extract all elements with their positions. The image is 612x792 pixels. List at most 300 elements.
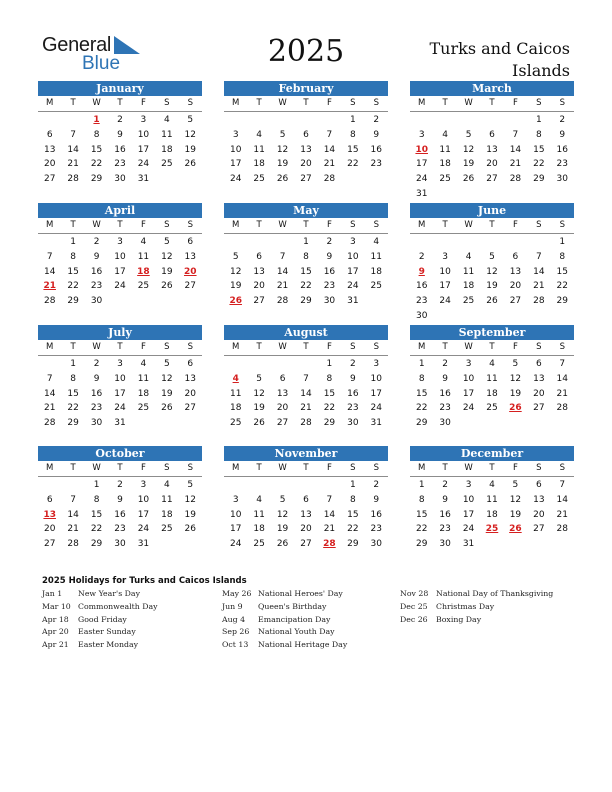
day-cell-empty	[224, 235, 247, 250]
day-cell: 24	[137, 159, 150, 170]
day-cell: 12	[276, 144, 289, 155]
holiday-day-cell: 18	[137, 266, 150, 277]
day-cell: 13	[509, 266, 522, 277]
day-cell: 15	[347, 509, 359, 520]
day-cell: 19	[161, 388, 173, 399]
day-cell: 22	[323, 403, 336, 414]
day-cell: 16	[370, 509, 382, 520]
country-name	[370, 38, 570, 82]
day-cell: 19	[276, 159, 289, 170]
day-cell: 7	[326, 494, 333, 505]
day-cell: 14	[276, 266, 289, 277]
day-cell: 2	[442, 359, 448, 369]
day-cell: 23	[370, 524, 382, 535]
month-november	[224, 446, 388, 552]
day-cell: 2	[326, 237, 333, 247]
day-cell: 9	[93, 373, 100, 384]
day-cell: 27	[300, 174, 312, 185]
day-cell: 17	[114, 266, 126, 277]
weekday-label: M	[46, 220, 54, 230]
day-grid	[224, 113, 388, 187]
day-cell: 26	[184, 159, 196, 170]
day-cell: 29	[533, 174, 545, 185]
month-july	[38, 325, 202, 431]
day-cell-empty	[504, 235, 527, 250]
day-cell: 3	[140, 480, 147, 490]
day-cell: 3	[232, 129, 239, 140]
day-cell: 10	[347, 251, 359, 262]
day-cell: 15	[556, 266, 568, 277]
day-cell: 21	[276, 281, 289, 292]
day-cell: 20	[43, 159, 56, 170]
day-cell: 31	[137, 174, 150, 185]
day-cell: 27	[253, 296, 265, 307]
holiday-name: Christmas Day	[436, 601, 495, 611]
day-cell: 5	[279, 129, 286, 140]
day-cell: 24	[439, 296, 451, 307]
weekday-label: T	[442, 463, 448, 473]
day-cell-empty	[247, 113, 270, 128]
day-cell: 4	[489, 480, 495, 490]
day-cell: 13	[533, 494, 545, 505]
day-cell: 19	[276, 524, 289, 535]
weekday-label: S	[536, 220, 542, 230]
day-cell: 12	[509, 494, 522, 505]
day-cell: 28	[509, 174, 522, 185]
day-cell: 8	[535, 129, 542, 140]
day-cell: 17	[462, 509, 475, 520]
day-cell: 11	[253, 509, 265, 520]
day-cell: 21	[556, 388, 568, 399]
day-cell: 2	[117, 115, 123, 125]
weekday-label: M	[418, 342, 426, 352]
day-cell: 14	[323, 144, 336, 155]
day-cell: 16	[323, 266, 336, 277]
day-cell: 25	[253, 174, 265, 185]
weekday-label: W	[92, 220, 101, 230]
day-cell: 29	[67, 418, 79, 429]
day-cell: 11	[137, 373, 150, 384]
weekday-label: W	[278, 98, 287, 108]
day-cell: 9	[326, 251, 333, 262]
day-cell: 13	[184, 373, 196, 384]
weekday-label: S	[536, 98, 542, 108]
day-cell: 21	[509, 159, 522, 170]
month-header: August	[224, 325, 388, 340]
weekday-label: W	[278, 220, 287, 230]
weekday-label: T	[489, 98, 495, 108]
day-cell-empty	[480, 113, 503, 128]
day-cell: 16	[90, 388, 103, 399]
day-cell: 5	[232, 251, 239, 262]
day-cell: 30	[439, 539, 451, 550]
day-cell: 30	[90, 418, 103, 429]
day-cell: 4	[465, 251, 472, 262]
day-cell: 27	[184, 281, 196, 292]
day-cell: 9	[442, 494, 448, 505]
day-cell: 21	[533, 281, 545, 292]
day-cell: 23	[90, 403, 103, 414]
day-cell: 1	[70, 359, 76, 369]
holiday-day-cell: 13	[43, 509, 56, 520]
day-cell: 27	[184, 403, 196, 414]
day-cell: 12	[161, 373, 173, 384]
day-cell: 1	[535, 115, 542, 125]
page-title-year: 2025	[267, 34, 345, 69]
day-cell: 19	[509, 388, 522, 399]
day-cell: 2	[93, 359, 100, 369]
day-cell: 11	[462, 266, 475, 277]
day-cell: 22	[415, 403, 428, 414]
day-cell: 6	[187, 359, 194, 369]
day-cell: 12	[229, 266, 242, 277]
weekday-label: S	[350, 220, 356, 230]
weekday-label: S	[559, 342, 565, 352]
weekday-label: F	[326, 342, 332, 352]
weekday-label: M	[418, 220, 426, 230]
day-cell: 8	[93, 129, 100, 140]
day-cell-empty	[433, 113, 456, 128]
day-cell-empty	[38, 235, 61, 250]
weekday-label: W	[92, 98, 101, 108]
day-cell: 1	[349, 115, 356, 125]
holiday-name: Good Friday	[78, 614, 127, 624]
day-cell: 6	[279, 373, 286, 384]
holiday-day-cell: 9	[418, 266, 425, 277]
day-cell: 15	[67, 266, 79, 277]
day-cell: 15	[347, 144, 359, 155]
weekday-header-row	[224, 96, 388, 112]
weekday-label: W	[464, 342, 473, 352]
day-cell: 21	[67, 159, 79, 170]
weekday-header-row	[410, 218, 574, 234]
day-grid	[38, 478, 202, 552]
weekday-label: M	[46, 463, 54, 473]
day-cell: 15	[415, 388, 428, 399]
day-cell: 23	[114, 524, 126, 535]
day-cell: 16	[370, 144, 382, 155]
holiday-day-cell: 26	[229, 296, 242, 307]
day-cell: 26	[276, 174, 289, 185]
day-cell: 17	[415, 159, 428, 170]
day-cell: 11	[253, 144, 265, 155]
day-cell: 21	[300, 403, 312, 414]
day-cell: 13	[300, 144, 312, 155]
day-cell-empty	[457, 113, 480, 128]
day-cell: 2	[373, 480, 380, 490]
weekday-header-row	[410, 461, 574, 477]
weekday-label: S	[373, 220, 379, 230]
weekday-label: S	[350, 98, 356, 108]
day-cell: 12	[184, 129, 196, 140]
weekday-header-row	[38, 96, 202, 112]
weekday-label: M	[232, 220, 240, 230]
day-cell-empty	[271, 113, 294, 128]
day-cell: 21	[556, 509, 568, 520]
day-cell: 10	[229, 509, 242, 520]
day-cell: 5	[279, 494, 286, 505]
day-cell: 9	[349, 373, 356, 384]
day-cell: 9	[373, 494, 380, 505]
day-cell: 15	[323, 388, 336, 399]
day-cell: 2	[373, 115, 380, 125]
holiday-day-cell: 26	[509, 524, 522, 535]
day-cell: 7	[535, 251, 542, 262]
day-cell: 21	[323, 159, 336, 170]
day-cell: 17	[114, 388, 126, 399]
holiday-date: Apr 18	[42, 614, 69, 624]
day-cell: 14	[43, 266, 56, 277]
day-cell: 25	[253, 539, 265, 550]
weekday-header-row	[224, 218, 388, 234]
holiday-name: New Year's Day	[78, 589, 140, 598]
day-cell: 1	[418, 480, 425, 490]
weekday-header-row	[224, 340, 388, 356]
day-cell-empty	[61, 478, 84, 493]
weekday-label: F	[140, 98, 146, 108]
weekday-label: M	[418, 463, 426, 473]
day-cell: 12	[509, 373, 522, 384]
day-cell: 23	[370, 159, 382, 170]
day-cell: 29	[90, 174, 103, 185]
weekday-label: S	[536, 342, 542, 352]
day-cell: 19	[462, 159, 475, 170]
day-cell: 29	[90, 539, 103, 550]
day-cell: 27	[300, 539, 312, 550]
day-cell: 22	[347, 524, 359, 535]
day-cell: 16	[556, 144, 568, 155]
day-cell-empty	[433, 235, 456, 250]
holiday-day-cell: 1	[93, 115, 100, 125]
weekday-label: T	[442, 342, 448, 352]
day-cell: 3	[117, 359, 123, 369]
holiday-entry	[42, 640, 158, 653]
day-cell: 23	[347, 403, 359, 414]
weekday-label: S	[187, 98, 193, 108]
day-cell-empty	[294, 113, 317, 128]
day-cell: 4	[256, 129, 262, 140]
day-cell: 12	[462, 144, 475, 155]
day-cell: 18	[253, 524, 265, 535]
weekday-label: T	[117, 463, 123, 473]
day-cell: 22	[67, 281, 79, 292]
day-cell: 24	[114, 403, 126, 414]
day-cell: 23	[114, 159, 126, 170]
day-cell: 29	[323, 418, 336, 429]
weekday-label: S	[373, 342, 379, 352]
day-cell: 18	[253, 159, 265, 170]
weekday-label: T	[256, 220, 262, 230]
day-cell: 14	[323, 509, 336, 520]
day-cell: 21	[67, 524, 79, 535]
day-cell: 13	[486, 144, 498, 155]
holiday-entry	[42, 615, 158, 628]
day-cell: 3	[140, 115, 147, 125]
weekday-label: T	[70, 98, 76, 108]
weekday-label: W	[278, 342, 287, 352]
day-cell: 7	[46, 373, 53, 384]
weekday-label: F	[140, 342, 146, 352]
holiday-entry	[222, 589, 347, 602]
day-cell: 11	[161, 494, 173, 505]
day-cell: 11	[486, 373, 498, 384]
day-cell: 25	[462, 296, 475, 307]
day-cell: 28	[43, 296, 56, 307]
day-cell: 11	[439, 144, 451, 155]
month-april	[38, 203, 202, 309]
day-cell: 10	[370, 373, 382, 384]
weekday-label: F	[512, 463, 518, 473]
day-cell: 7	[559, 480, 566, 490]
weekday-label: S	[187, 220, 193, 230]
day-cell-empty	[318, 478, 341, 493]
day-cell-empty	[61, 113, 84, 128]
day-cell: 7	[70, 494, 76, 505]
day-cell: 13	[253, 266, 265, 277]
day-cell: 30	[556, 174, 568, 185]
day-cell: 22	[533, 159, 545, 170]
day-cell: 2	[559, 115, 566, 125]
day-cell: 25	[486, 403, 498, 414]
day-cell: 30	[439, 418, 451, 429]
weekday-label: F	[326, 463, 332, 473]
day-cell: 7	[512, 129, 519, 140]
day-grid	[224, 235, 388, 309]
day-cell: 14	[509, 144, 522, 155]
weekday-label: T	[117, 342, 123, 352]
weekday-label: S	[164, 463, 170, 473]
weekday-header-row	[410, 96, 574, 112]
day-cell: 8	[326, 373, 333, 384]
weekday-label: M	[232, 98, 240, 108]
country-name-line-2: Islands	[512, 61, 570, 80]
day-cell: 17	[347, 266, 359, 277]
holiday-column	[400, 589, 553, 627]
weekday-header-row	[38, 218, 202, 234]
weekday-label: T	[70, 220, 76, 230]
holiday-entry	[222, 602, 347, 615]
day-cell: 10	[114, 251, 126, 262]
day-cell: 16	[114, 509, 126, 520]
weekday-label: T	[303, 220, 309, 230]
day-cell: 29	[300, 296, 312, 307]
day-cell: 1	[93, 480, 100, 490]
day-cell: 26	[486, 296, 498, 307]
day-cell: 18	[486, 509, 498, 520]
day-cell: 1	[559, 237, 566, 247]
day-cell: 27	[43, 174, 56, 185]
day-cell-empty	[247, 235, 270, 250]
day-grid	[38, 113, 202, 187]
day-cell: 13	[43, 144, 56, 155]
day-cell: 4	[140, 237, 147, 247]
weekday-label: W	[464, 98, 473, 108]
day-cell: 15	[90, 509, 103, 520]
day-cell-empty	[410, 235, 433, 250]
day-cell: 20	[486, 159, 498, 170]
weekday-label: S	[559, 463, 565, 473]
day-cell: 24	[462, 524, 475, 535]
month-header: June	[410, 203, 574, 218]
day-cell: 24	[229, 539, 242, 550]
day-cell: 6	[512, 251, 519, 262]
weekday-label: T	[303, 463, 309, 473]
weekday-label: S	[559, 220, 565, 230]
day-cell: 5	[163, 359, 170, 369]
weekday-label: W	[92, 342, 101, 352]
day-cell: 3	[442, 251, 448, 262]
holiday-date: Apr 21	[42, 640, 69, 650]
day-cell: 10	[137, 129, 150, 140]
day-cell: 17	[462, 388, 475, 399]
day-cell: 6	[303, 494, 309, 505]
weekday-label: S	[373, 463, 379, 473]
holiday-entry	[400, 602, 553, 615]
day-cell: 28	[276, 296, 289, 307]
day-cell: 18	[137, 388, 150, 399]
day-cell: 16	[439, 388, 451, 399]
weekday-label: F	[512, 342, 518, 352]
weekday-label: T	[489, 342, 495, 352]
month-header: March	[410, 81, 574, 96]
day-cell: 15	[300, 266, 312, 277]
day-cell: 4	[256, 494, 262, 505]
day-cell: 1	[326, 359, 333, 369]
day-cell: 8	[559, 251, 566, 262]
day-cell: 9	[117, 129, 123, 140]
day-cell: 23	[323, 281, 336, 292]
day-cell: 14	[556, 494, 568, 505]
holiday-date: Sep 26	[222, 627, 250, 637]
day-cell: 8	[303, 251, 309, 262]
day-cell: 26	[161, 403, 173, 414]
day-cell: 16	[347, 388, 359, 399]
day-cell-empty	[271, 478, 294, 493]
holiday-day-cell: 20	[184, 266, 197, 277]
day-cell: 27	[43, 539, 56, 550]
weekday-header-row	[38, 340, 202, 356]
holiday-column	[222, 589, 347, 653]
weekday-label: F	[512, 220, 518, 230]
day-cell: 8	[70, 373, 76, 384]
holiday-name: National Heroes' Day	[258, 589, 343, 598]
month-february	[224, 81, 388, 187]
day-cell: 15	[533, 144, 545, 155]
day-cell: 11	[229, 388, 242, 399]
weekday-header-row	[410, 340, 574, 356]
day-cell: 24	[415, 174, 428, 185]
day-cell: 13	[300, 509, 312, 520]
month-header: September	[410, 325, 574, 340]
day-cell: 27	[486, 174, 498, 185]
day-cell: 28	[323, 174, 336, 185]
day-cell: 7	[46, 251, 53, 262]
holiday-list	[42, 576, 582, 659]
day-cell: 9	[93, 251, 100, 262]
weekday-label: S	[536, 463, 542, 473]
day-cell: 5	[489, 251, 495, 262]
month-header: April	[38, 203, 202, 218]
month-january	[38, 81, 202, 187]
weekday-label: S	[164, 342, 170, 352]
day-cell: 19	[253, 403, 265, 414]
day-cell: 31	[415, 188, 428, 199]
holiday-day-cell: 28	[323, 539, 336, 550]
day-cell: 12	[253, 388, 265, 399]
weekday-label: S	[164, 220, 170, 230]
day-cell-empty	[38, 357, 61, 372]
weekday-label: F	[326, 220, 332, 230]
